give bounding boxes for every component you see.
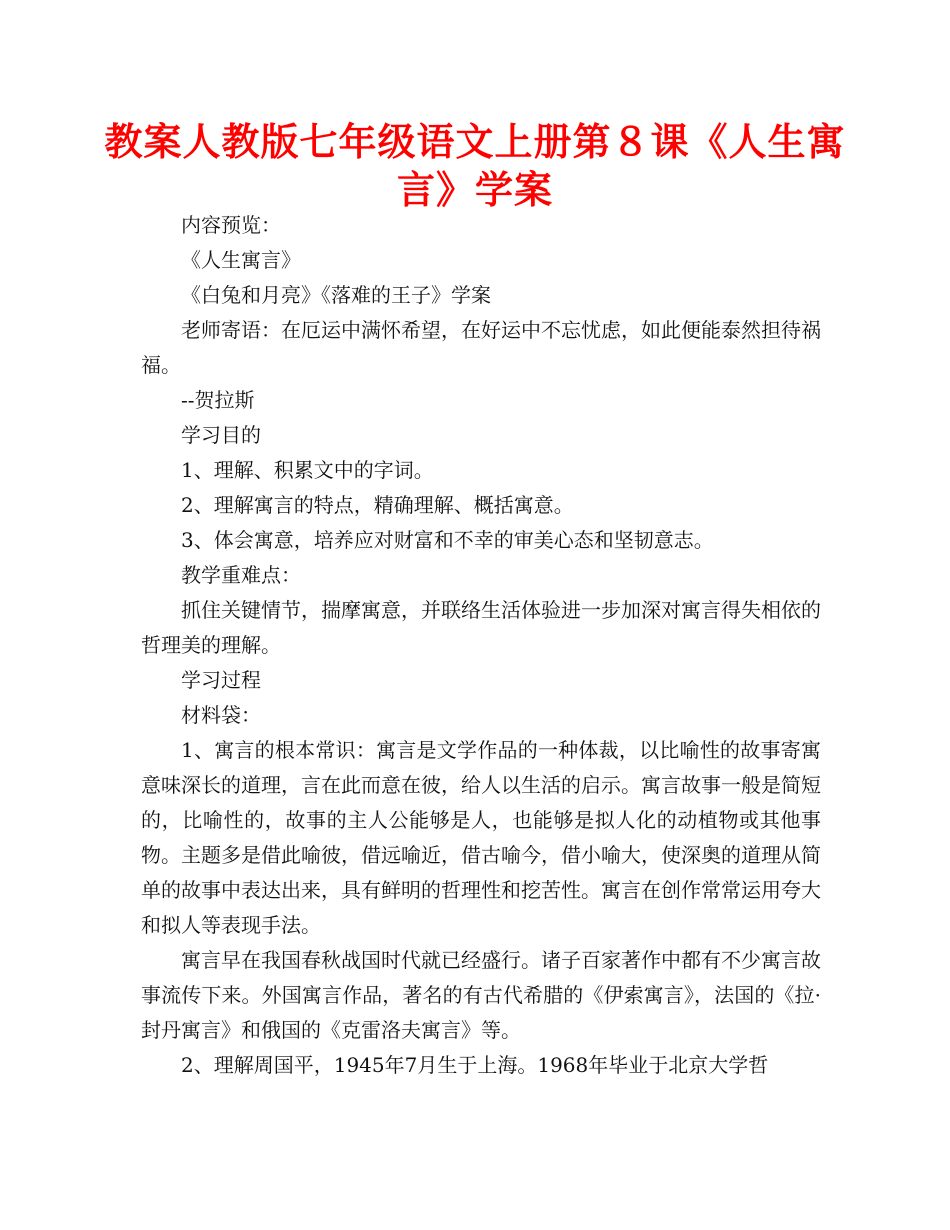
heading-learning-process: 学习过程	[181, 668, 261, 692]
paragraph-fable-basics: 1、寓言的根本常识：寓言是文学作品的一种体裁，以比喻性的故事寄寓意味深长的道理，言在此而意在彼，给人以生活的启示。寓言故事一般是简短的，比喻性的，故事的主人公能够是人，也能够是拟人化的动植物或其他事物。主题多是借此喻彼，借远喻近，借古喻今，借小喻大，使深奥的道理从简单的故事中表达出来，具有鲜明的哲理性和挖苦性。寓言在创作常常运用夸大和拟人等表现手法。	[141, 738, 821, 937]
paragraph-author-intro: 2、理解周国平，1945年7月生于上海。1968年毕业于北京大学哲	[181, 1053, 769, 1077]
heading-learning-goals: 学习目的	[181, 423, 261, 447]
paragraph-preview-label: 内容预览：	[181, 213, 281, 237]
list-item-goal-3: 3、体会寓意，培养应对财富和不幸的审美心态和坚韧意志。	[181, 528, 714, 552]
paragraph-fable-history: 寓言早在我国春秋战国时代就已经盛行。诸子百家著作中都有不少寓言故事流传下来。外国寓言作品，著名的有古代希腊的《伊索寓言》，法国的《拉·封丹寓言》和俄国的《克雷洛夫寓言》等。	[141, 948, 821, 1042]
heading-key-points: 教学重难点：	[181, 563, 301, 587]
list-item-goal-1: 1、理解、积累文中的字词。	[181, 458, 434, 482]
document-title: 教案人教版七年级语文上册第８课《人生寓言》学案	[104, 120, 846, 212]
list-item-goal-2: 2、理解寓言的特点，精确理解、概括寓意。	[181, 493, 574, 517]
heading-material-bag: 材料袋：	[181, 703, 261, 727]
paragraph-lesson-title: 《人生寓言》	[181, 248, 301, 272]
paragraph-sub-lessons: 《白兔和月亮》《落难的王子》学案	[181, 283, 491, 307]
paragraph-teacher-message: 老师寄语：在厄运中满怀希望，在好运中不忘忧虑，如此便能泰然担待祸福。	[141, 318, 821, 377]
paragraph-key-points: 抓住关键情节，揣摩寓意，并联络生活体验进一步加深对寓言得失相依的哲理美的理解。	[141, 598, 821, 657]
document-body	[141, 208, 821, 1083]
paragraph-quote-author: --贺拉斯	[181, 388, 255, 412]
